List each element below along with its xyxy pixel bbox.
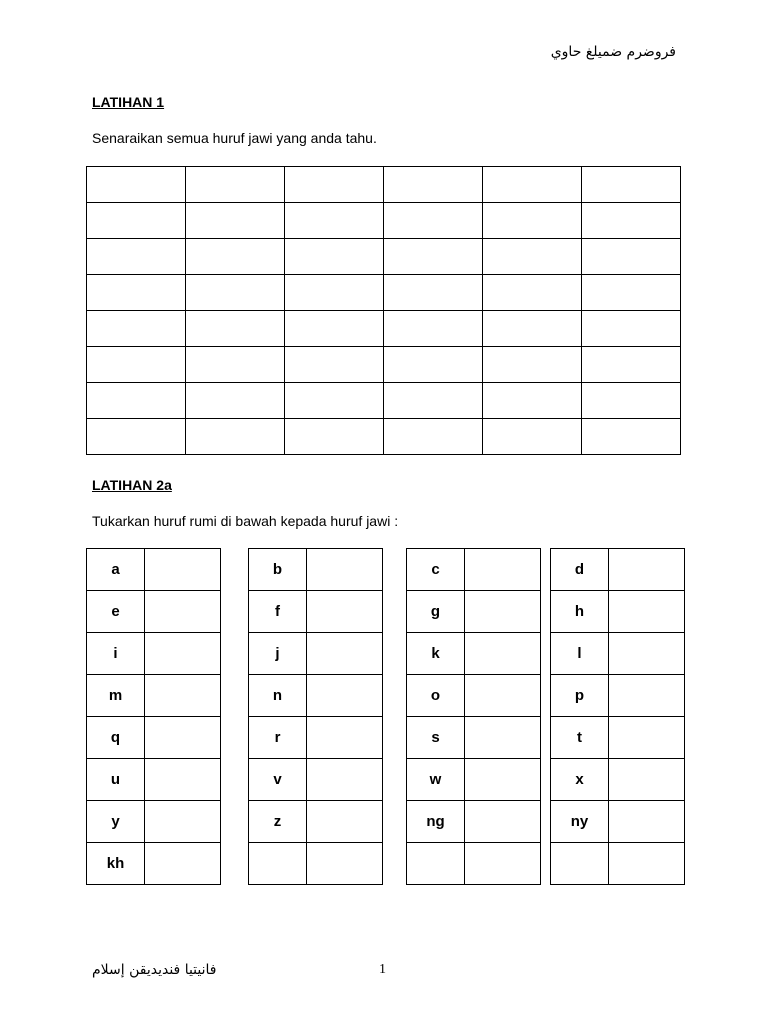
grid-cell[interactable] [582,275,681,311]
table-row [407,759,541,801]
rumi-letter: w [407,759,465,801]
table-row [87,591,221,633]
latihan1-title: LATIHAN 1 [92,94,165,110]
rumi-letter: z [249,801,307,843]
grid-cell[interactable] [87,311,186,347]
rumi-letter: kh [87,843,145,885]
grid-cell[interactable] [582,419,681,455]
rumi-letter: x [551,759,609,801]
jawi-answer-cell[interactable] [465,549,541,591]
jawi-answer-cell[interactable] [307,759,383,801]
table-row [87,717,221,759]
jawi-answer-cell[interactable] [609,759,685,801]
grid-row [87,311,681,347]
letter-table-column-4 [550,548,685,885]
grid-cell[interactable] [87,239,186,275]
rumi-letter: r [249,717,307,759]
grid-cell[interactable] [186,239,285,275]
table-row [407,675,541,717]
jawi-answer-cell[interactable] [307,633,383,675]
jawi-answer-cell[interactable] [307,801,383,843]
rumi-letter: c [407,549,465,591]
table-row [407,591,541,633]
jawi-answer-cell[interactable] [609,801,685,843]
table-row [249,759,383,801]
table-row [407,801,541,843]
grid-cell[interactable] [186,203,285,239]
jawi-answer-cell[interactable] [307,843,383,885]
rumi-letter: h [551,591,609,633]
grid-cell[interactable] [582,167,681,203]
jawi-answer-cell[interactable] [465,759,541,801]
rumi-letter: l [551,633,609,675]
table-row [551,591,685,633]
rumi-letter: i [87,633,145,675]
grid-cell[interactable] [384,203,483,239]
rumi-letter [249,843,307,885]
latihan2a-instruction: Tukarkan huruf rumi di bawah kepada huruf jawi : [92,513,399,529]
grid-row [87,347,681,383]
rumi-letter: y [87,801,145,843]
table-row [407,549,541,591]
latihan1-instruction: Senaraikan semua huruf jawi yang anda tahu. [92,130,377,146]
table-row [551,843,685,885]
jawi-answer-cell[interactable] [465,801,541,843]
rumi-letter [407,843,465,885]
grid-cell[interactable] [483,275,582,311]
rumi-letter: b [249,549,307,591]
jawi-answer-cell[interactable] [609,633,685,675]
table-row [551,759,685,801]
jawi-answer-cell[interactable] [145,759,221,801]
grid-cell[interactable] [384,275,483,311]
table-row [87,633,221,675]
grid-cell[interactable] [582,311,681,347]
grid-cell[interactable] [384,383,483,419]
jawi-answer-cell[interactable] [609,675,685,717]
table-row [249,591,383,633]
header-arabic-title: فروضرم ضميلغ حاوي [550,44,676,60]
latihan2a-title: LATIHAN 2a [92,477,172,493]
rumi-letter: g [407,591,465,633]
grid-cell[interactable] [384,311,483,347]
table-row [249,801,383,843]
table-row [87,759,221,801]
grid-cell[interactable] [285,347,384,383]
rumi-letter: d [551,549,609,591]
jawi-answer-cell[interactable] [465,675,541,717]
grid-cell[interactable] [384,167,483,203]
jawi-answer-cell[interactable] [609,591,685,633]
grid-row [87,383,681,419]
page-number: 1 [379,962,386,977]
jawi-answer-cell[interactable] [145,591,221,633]
grid-cell[interactable] [483,347,582,383]
grid-cell[interactable] [186,347,285,383]
jawi-answer-cell[interactable] [465,843,541,885]
grid-cell[interactable] [483,167,582,203]
footer-arabic-text: فانيتيا فنديديقن إسلام [92,962,217,978]
grid-cell[interactable] [87,203,186,239]
grid-cell[interactable] [384,419,483,455]
table-row [87,843,221,885]
grid-cell[interactable] [186,419,285,455]
jawi-answer-cell[interactable] [145,549,221,591]
jawi-answer-cell[interactable] [307,675,383,717]
grid-cell[interactable] [285,383,384,419]
rumi-letter [551,843,609,885]
grid-row [87,419,681,455]
table-row [551,801,685,843]
grid-cell[interactable] [285,311,384,347]
grid-cell[interactable] [582,203,681,239]
jawi-answer-cell[interactable] [145,633,221,675]
table-row [249,717,383,759]
grid-cell[interactable] [582,347,681,383]
jawi-answer-cell[interactable] [307,591,383,633]
grid-cell[interactable] [483,419,582,455]
grid-row [87,239,681,275]
latihan1-answer-grid [86,166,681,455]
rumi-letter: e [87,591,145,633]
jawi-answer-cell[interactable] [609,843,685,885]
grid-cell[interactable] [87,419,186,455]
table-row [87,675,221,717]
table-row [249,633,383,675]
grid-cell[interactable] [582,383,681,419]
grid-cell[interactable] [285,203,384,239]
jawi-answer-cell[interactable] [307,549,383,591]
grid-cell[interactable] [87,347,186,383]
rumi-letter: v [249,759,307,801]
table-row [249,675,383,717]
rumi-letter: k [407,633,465,675]
table-row [551,675,685,717]
grid-cell[interactable] [285,167,384,203]
rumi-letter: p [551,675,609,717]
jawi-answer-cell[interactable] [465,591,541,633]
table-row [249,843,383,885]
letter-table-column-3 [406,548,541,885]
table-row [87,801,221,843]
letter-table-column-2 [248,548,383,885]
rumi-letter: m [87,675,145,717]
table-row [407,633,541,675]
grid-cell[interactable] [285,275,384,311]
jawi-answer-cell[interactable] [145,843,221,885]
jawi-answer-cell[interactable] [145,675,221,717]
jawi-answer-cell[interactable] [465,633,541,675]
grid-cell[interactable] [186,275,285,311]
rumi-letter: s [407,717,465,759]
table-row [551,717,685,759]
grid-cell[interactable] [186,311,285,347]
letter-table-column-1 [86,548,221,885]
jawi-answer-cell[interactable] [465,717,541,759]
grid-cell[interactable] [285,239,384,275]
table-row [551,549,685,591]
grid-cell[interactable] [582,239,681,275]
table-row [551,633,685,675]
grid-row [87,203,681,239]
table-row [249,549,383,591]
rumi-letter: q [87,717,145,759]
table-row [407,843,541,885]
grid-cell[interactable] [186,383,285,419]
rumi-letter: n [249,675,307,717]
grid-cell[interactable] [483,239,582,275]
rumi-letter: j [249,633,307,675]
rumi-letter: ny [551,801,609,843]
rumi-letter: ng [407,801,465,843]
grid-cell[interactable] [483,311,582,347]
jawi-answer-cell[interactable] [609,549,685,591]
grid-cell[interactable] [87,167,186,203]
grid-cell[interactable] [87,275,186,311]
jawi-answer-cell[interactable] [609,717,685,759]
rumi-letter: t [551,717,609,759]
rumi-letter: o [407,675,465,717]
rumi-letter: f [249,591,307,633]
jawi-answer-cell[interactable] [145,717,221,759]
jawi-answer-cell[interactable] [307,717,383,759]
grid-cell[interactable] [384,347,483,383]
grid-row [87,167,681,203]
grid-cell[interactable] [483,203,582,239]
table-row [407,717,541,759]
grid-cell[interactable] [186,167,285,203]
table-row [87,549,221,591]
jawi-answer-cell[interactable] [145,801,221,843]
grid-cell[interactable] [285,419,384,455]
grid-cell[interactable] [483,383,582,419]
grid-row [87,275,681,311]
grid-cell[interactable] [384,239,483,275]
rumi-letter: a [87,549,145,591]
grid-cell[interactable] [87,383,186,419]
rumi-letter: u [87,759,145,801]
